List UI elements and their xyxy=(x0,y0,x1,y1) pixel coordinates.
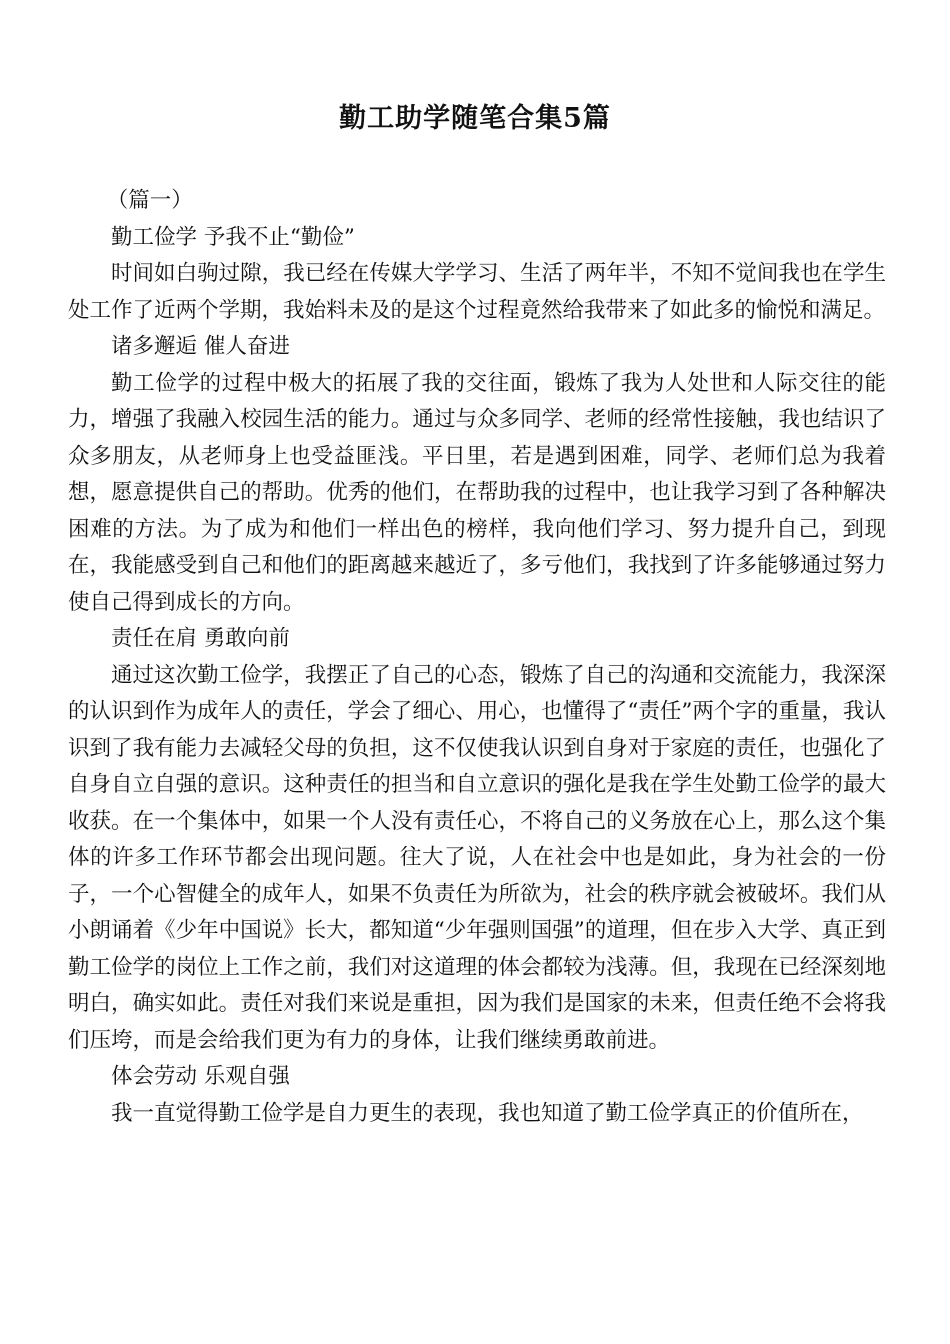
paragraph-3: 通过这次勤工俭学，我摆正了自己的心态，锻炼了自己的沟通和交流能力，我深深的认识到作为成年人的责任，学会了细心、用心，也懂得了“责任”两个字的重量，我认识到了我有能力去减轻父母的负担，这不仅使我认识到自身对于家庭的责任，也强化了自身自立自强的意识。这种责任的担当和自立意识的强化是我在学生处勤工俭学的最大收获。在一个集体中，如果一个人没有责任心，不将自己的义务放在心上，那么这个集体的许多工作环节都会出现问题。往大了说，人在社会中也是如此，身为社会的一份子，一个心智健全的成年人，如果不负责任为所欲为，社会的秩序就会被破坏。我们从小朗诵着《少年中国说》长大，都知道“少年强则国强”的道理，但在步入大学、真正到勤工俭学的岗位上工作之前，我们对这道理的体会都较为浅薄。但，我现在已经深刻地明白，确实如此。责任对我们来说是重担，因为我们是国家的未来，但责任绝不会将我们压垮，而是会给我们更为有力的身体，让我们继续勇敢前进。 xyxy=(68,662,886,1053)
subheading-1: 勤工俭学 予我不止“勤俭” xyxy=(111,224,355,250)
paragraph-1: 时间如白驹过隙，我已经在传媒大学学习、生活了两年半，不知不觉间我也在学生处工作了近两个学期，我始料未及的是这个过程竟然给我带来了如此多的愉悦和满足。 xyxy=(68,261,886,323)
subheading-2: 诸多邂逅 催人奋进 xyxy=(111,334,290,359)
subheading-4: 体会劳动 乐观自强 xyxy=(111,1064,290,1089)
paragraph-4: 我一直觉得勤工俭学是自力更生的表现，我也知道了勤工俭学真正的价值所在， xyxy=(111,1100,864,1126)
paragraph-2: 勤工俭学的过程中极大的拓展了我的交往面，锻炼了我为人处世和人际交往的能力，增强了我融入校园生活的能力。通过与众多同学、老师的经常性接触，我也结识了众多朋友，从老师身上也受益匪浅。平日里，若是遇到困难，同学、老师们总为我着想，愿意提供自己的帮助。优秀的他们，在帮助我的过程中，也让我学习到了各种解决困难的方法。为了成为和他们一样出色的榜样，我向他们学习、努力提升自己，到现在，我能感受到自己和他们的距离越来越近了，多亏他们，我找到了许多能够通过努力使自己得到成长的方向。 xyxy=(68,370,886,615)
section-label: （篇一） xyxy=(106,188,193,213)
document-title: 勤工助学随笔合集5篇 xyxy=(339,103,611,134)
document-body xyxy=(68,183,886,1132)
subheading-3: 责任在肩 勇敢向前 xyxy=(111,626,290,651)
